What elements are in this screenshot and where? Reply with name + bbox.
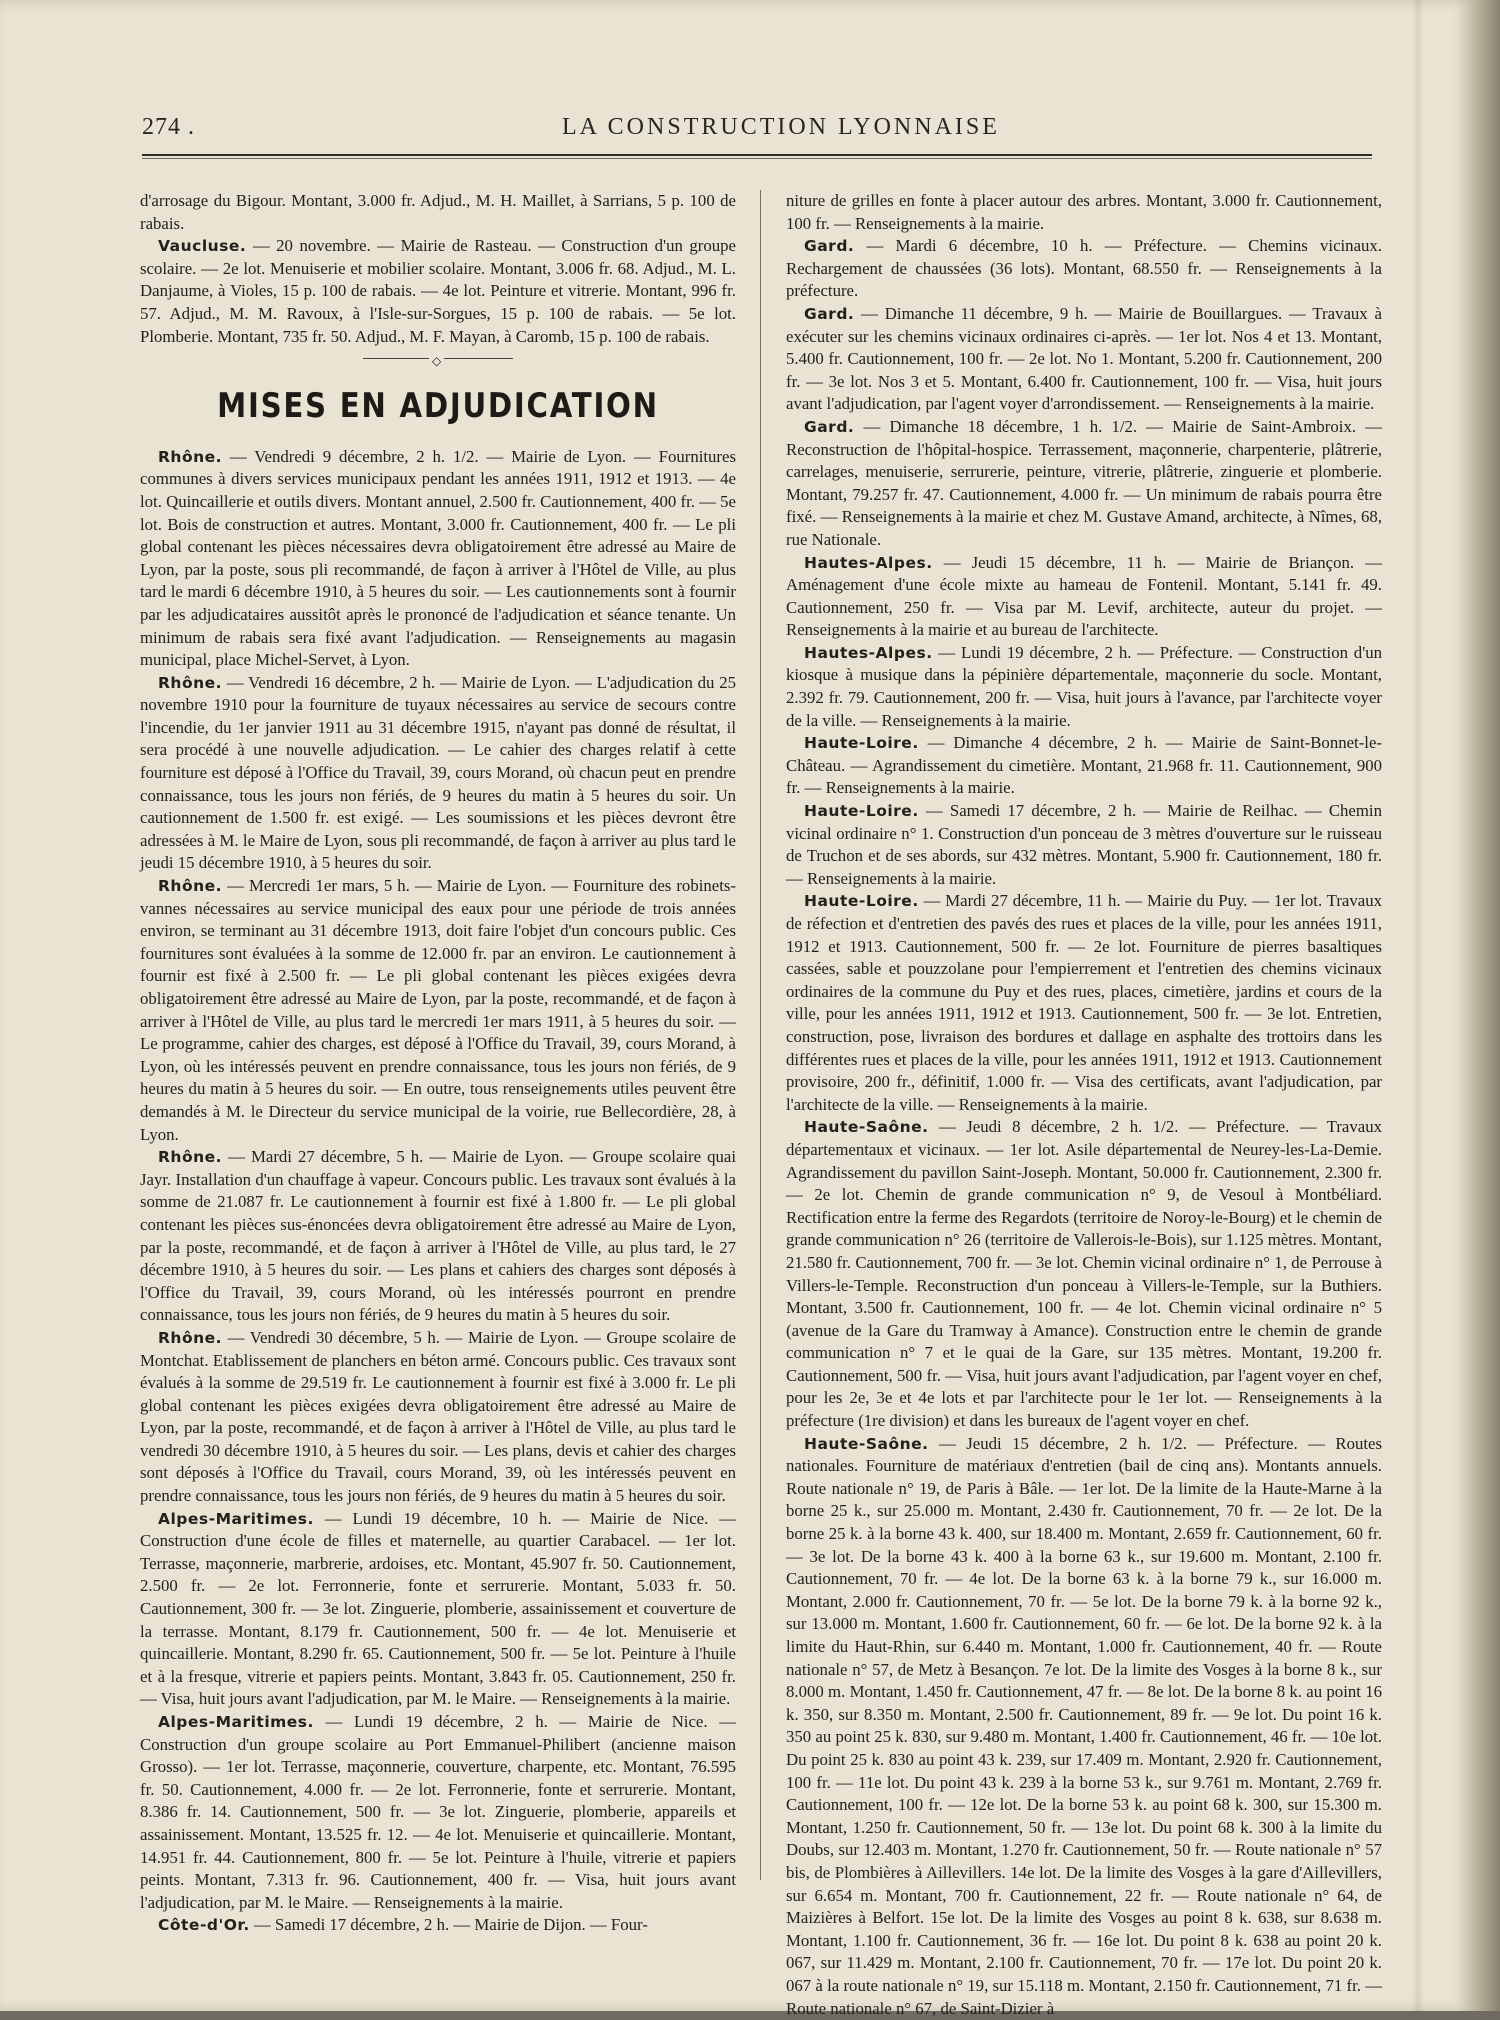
entry-heading: Rhône. xyxy=(158,1328,223,1347)
paragraph: Vaucluse. — 20 novembre. — Mairie de Rasteau. — Construction d'un groupe scolaire. — 2e lot. Menuiserie et mobilier scolaire. Montant, 3.006 fr. 68. Adjud., M. L. Danjaume, à Violes, 15 p. 100 de rabais. — 4e lot. Peinture et vitrerie. Montant, 996 fr. 57. Adjud., M. M. Ravoux, à l'Isle-sur-Sorgues, 15 p. 100 de rabais. — 5e lot. Plomberie. Montant, 735 fr. 50. Adjud., M. F. Mayan, à Caromb, 15 p. 100 de rabais. xyxy=(140,236,736,346)
entry-heading: Rhône. xyxy=(158,1148,223,1167)
paragraph: Alpes-Maritimes. — Lundi 19 décembre, 2 h. — Mairie de Nice. — Construction d'un groupe scolaire au Port Emmanuel-Philibert (ancienne maison Grosso). — 1er lot. Terrasse, maçonnerie, couverture, charpente, etc. Montant, 76.595 fr. 50. Cautionnement, 4.000 fr. — 2e lot. Ferronnerie, fonte et serrurerie. Montant, 8.386 fr. 14. Cautionnement, 500 fr. — 3e lot. Zinguerie, plomberie, appareils et assainissement. Montant, 13.525 fr. 12. — 4e lot. Menuiserie et quincaillerie. Montant, 14.951 fr. 44. Cautionnement, 800 fr. — 5e lot. Peinture à l'huile, vitrerie et papiers peints. Montant, 7.313 fr. 96. Cautionnement, 400 fr. — Visa, huit jours avant l'adjudication, par M. le Maire. — Renseignements à la mairie. xyxy=(140,1712,736,1912)
entry-heading: Alpes-Maritimes. xyxy=(158,1713,314,1731)
separator-rule: ◇ xyxy=(363,358,513,359)
paragraph: Haute-Saône. — Jeudi 8 décembre, 2 h. 1/2. — Préfecture. — Travaux départementaux et vicinaux. — 1er lot. Asile départemental de Neurey-les-La-Demie. Agrandissement du pavillon Saint-Joseph. Montant, 50.000 fr. Cautionnement, 2.300 fr. — 2e lot. Chemin de grande communication n° 9, de Vesoul à Montbéliard. Rectification entre la ferme des Regardots (territoire de Noroy-le-Bourg) et le chemin de grande communication n° 26 (territoire de Vallerois-le-Bois), sur 1.125 mètres. Montant, 21.580 fr. Cautionnement, 700 fr. — 3e lot. Chemin vicinal ordinaire n° 1, de Perrouse à Villers-le-Temple. Reconstruction d'un ponceau à Villers-le-Temple, sur la Buthiers. Montant, 3.500 fr. Cautionnement, 100 fr. — 4e lot. Chemin vicinal ordinaire n° 5 (avenue de la Gare du Tramway à Amance). Construction entre le chemin de grande communication n° 7 et le quai de la Gare, sur 135 mètres. Montant, 19.200 fr. Cautionnement, 500 fr. — Visa, huit jours avant l'adjudication, par l'agent voyer en chef, pour les 2e, 3e et 4e lots et par l'architecte pour le 1er lot. — Renseignements à la préfecture (1re division) et dans les bureaux de l'agent voyer en chef. xyxy=(786,1117,1382,1431)
left-column xyxy=(140,190,736,1990)
paragraph: Rhône. — Vendredi 30 décembre, 5 h. — Mairie de Lyon. — Groupe scolaire de Montchat. Etablissement de planchers en béton armé. Concours public. Ces travaux sont évalués à la somme de 29.519 fr. Le cautionnement à fournir est fixé à 3.000 fr. Le pli global contenant les pièces exigées devra obligatoirement être adressé au Maire de Lyon, par la poste, recommandé, et de façon à arriver à l'Hôtel de Ville, au plus tard le vendredi 30 décembre 1910, à 5 heures du soir. — Les plans, devis et cahier des charges sont déposés à l'Office du Travail, cours Morand, 39, où les intéressés peuvent en prendre connaissance, tous les jours non fériés, de 9 heures du matin à 5 heures du soir. xyxy=(140,1327,736,1506)
paragraph: Haute-Loire. — Dimanche 4 décembre, 2 h. — Mairie de Saint-Bonnet-le-Château. — Agrandissement du cimetière. Montant, 21.968 fr. 11. Cautionnement, 900 fr. — Renseignements à la mairie. xyxy=(786,733,1382,798)
entry-heading: Rhône. xyxy=(158,447,223,466)
paragraph: Haute-Saône. — Jeudi 15 décembre, 2 h. 1/2. — Préfecture. — Routes nationales. Fourniture de matériaux d'entretien (bail de cinq ans). Montants annuels. Route nationale n° 19, de Paris à Bâle. — 1er lot. De la limite de la Haute-Marne à la borne 25 k., sur 25.000 m. Montant, 2.430 fr. Cautionnement, 70 fr. — 2e lot. De la borne 25 k. à la borne 43 k. 400, sur 18.400 m. Montant, 2.659 fr. Cautionnement, 60 fr. — 3e lot. De la borne 43 k. 400 à la borne 63 k., sur 19.600 m. Montant, 2.100 fr. Cautionnement, 70 fr. — 4e lot. De la borne 63 k. à la borne 79 k., sur 16.000 m. Montant, 2.000 fr. Cautionnement, 70 fr. — 5e lot. De la borne 79 k. à la borne 92 k., sur 13.000 m. Montant, 1.600 fr. Cautionnement, 60 fr. — 6e lot. De la borne 92 k. à la limite du Haut-Rhin, sur 6.440 m. Montant, 1.000 fr. Cautionnement, 40 fr. — Route nationale n° 57, de Metz à Besançon. 7e lot. De la limite des Vosges à la borne 8 k., sur 8.000 m. Montant, 1.450 fr. Cautionnement, 47 fr. — 8e lot. De la borne 8 k. au point 16 k. 350, sur 8.350 m. Montant, 2.500 fr. Cautionnement, 89 fr. — 9e lot. Du point 16 k. 350 au point 25 k. 830, sur 9.480 m. Montant, 1.400 fr. Cautionnement, 46 fr. — 10e lot. Du point 25 k. 830 au point 43 k. 239, sur 17.409 m. Montant, 2.920 fr. Cautionnement, 100 fr. — 11e lot. Du point 43 k. 239 à la borne 53 k., sur 9.761 m. Montant, 2.769 fr. Cautionnement, 100 fr. — 12e lot. De la borne 53 k. au point 68 k. 300, sur 15.300 m. Montant, 1.250 fr. Cautionnement, 50 fr. — 13e lot. Du point 68 k. 300 à la limite du Doubs, sur 12.403 m. Montant, 1.270 fr. Cautionnement, 50 fr. — Route nationale n° 57 bis, de Plombières à Aillevillers. 14e lot. De la limite des Vosges à la gare d'Aillevillers, sur 6.654 m. Montant, 700 fr. Cautionnement, 22 fr. — Route nationale n° 64, de Maizières à Belfort. 15e lot. De la limite des Vosges au point 8 k. 638, sur 8.638 m. Montant, 1.100 fr. Cautionnement, 36 fr. — 16e lot. Du point 8 k. 638 au point 20 k. 067, sur 11.429 m. Montant, 2.100 fr. Cautionnement, 70 fr. — 17e lot. Du point 20 k. 067 à la route nationale n° 19, sur 15.118 m. Montant, 2.150 fr. Cautionnement, 71 fr. — Route nationale n° 67, de Saint-Dizier à xyxy=(786,1433,1382,2018)
entry-heading: Gard. xyxy=(804,304,855,323)
header-rule-thin xyxy=(142,158,1372,159)
page-fold-shadow xyxy=(1412,0,1424,2011)
paragraph: Rhône. — Vendredi 16 décembre, 2 h. — Mairie de Lyon. — L'adjudication du 25 novembre 1910 pour la fourniture de tuyaux nécessaires au service de secours contre l'incendie, du 1er janvier 1911 au 31 décembre 1915, n'ayant pas donné de résultat, il sera procédé à une nouvelle adjudication. — Le cahier des charges relatif à cette fourniture est déposé à l'Office du Travail, 39, cours Morand, où chacun peut en prendre connaissance, tous les jours non fériés, de 9 heures du matin à 5 heures du soir. Un cautionnement de 1.500 fr. est exigé. — Les soumissions et les pièces devront être adressées à M. le Maire de Lyon, sous pli recommandé, de façon à arriver au plus tard le jeudi 15 décembre 1910, à 5 heures du soir. xyxy=(140,672,736,873)
entry-heading: Gard. xyxy=(804,237,855,256)
entry-heading: Hautes-Alpes. xyxy=(804,553,933,572)
entry-heading: Rhône. xyxy=(158,877,223,896)
paragraph: Gard. — Dimanche 18 décembre, 1 h. 1/2. — Mairie de Saint-Ambroix. — Reconstruction de l'hôpital-hospice. Terrassement, maçonnerie, charpenterie, plâtrerie, carrelages, menuiserie, serrurerie, peinture, vitrerie, plâtrerie, zinguerie et plomberie. Montant, 79.257 fr. 47. Cautionnement, 4.000 fr. — Un minimum de rabais pourra être fixé. — Renseignements à la mairie et chez M. Gustave Amand, architecte, à Nîmes, 68, rue Nationale. xyxy=(786,416,1382,549)
paragraph: niture de grilles en fonte à placer autour des arbres. Montant, 3.000 fr. Cautionnement, 100 fr. — Renseignements à la mairie. xyxy=(786,191,1382,233)
paragraph: Alpes-Maritimes. — Lundi 19 décembre, 10 h. — Mairie de Nice. — Construction d'une école de filles et maternelle, au quartier Carabacel. — 1er lot. Terrasse, maçonnerie, marbrerie, ardoises, etc. Montant, 45.907 fr. 50. Cautionnement, 2.500 fr. — 2e lot. Ferronnerie, fonte et serrurerie. Montant, 5.033 fr. 50. Cautionnement, 300 fr. — 3e lot. Zinguerie, plomberie, assainissement et couverture de la terrasse. Montant, 8.179 fr. Cautionnement, 500 fr. — 4e lot. Menuiserie et quincaillerie. Montant, 8.290 fr. 65. Cautionnement, 500 fr. — 5e lot. Peinture à l'huile et à la fresque, vitrerie et papiers peints. Montant, 3.843 fr. 05. Cautionnement, 250 fr. — Visa, huit jours avant l'adjudication, par M. le Maire. — Renseignements à la mairie. xyxy=(140,1508,736,1709)
entry-heading: Haute-Loire. xyxy=(804,802,919,821)
running-title: LA CONSTRUCTION LYONNAISE xyxy=(562,114,1000,140)
entry-heading: Haute-Saône. xyxy=(804,1434,929,1453)
entry-heading: Alpes-Maritimes. xyxy=(158,1509,314,1528)
paragraph: Hautes-Alpes. — Lundi 19 décembre, 2 h. — Préfecture. — Construction d'un kiosque à musique dans la pépinière départementale, maçonnerie du socle. Montant, 2.392 fr. 79. Cautionnement, 200 fr. — Visa, huit jours à l'avance, par l'architecte voyer de la ville. — Renseignements à la mairie. xyxy=(786,642,1382,730)
right-column xyxy=(786,190,1382,2018)
paragraph: Rhône. — Vendredi 9 décembre, 2 h. 1/2. — Mairie de Lyon. — Fournitures communes à divers services municipaux pendant les années 1911, 1912 et 1913. — 4e lot. Quincaillerie et outils divers. Montant annuel, 2.500 fr. Cautionnement, 400 fr. — 5e lot. Bois de construction et autres. Montant, 3.000 fr. Cautionnement, 400 fr. — Le pli global contenant les pièces nécessaires devra obligatoirement être adressé au Maire de Lyon, par la poste, sous pli recommandé, de façon à arriver à l'Hôtel de Ville, au plus tard le mardi 6 décembre 1910, à 5 heures du soir. — Les cautionnements sont à fournir par les adjudicataires aussitôt après le prononcé de l'adjudication et séance tenante. Un minimum de rabais sera fixé avant l'adjudication. — Renseignements au magasin municipal, place Michel-Servet, à Lyon. xyxy=(140,446,736,670)
header-rule xyxy=(142,154,1372,156)
section-title: MISES EN ADJUDICATION xyxy=(217,386,659,427)
paragraph: d'arrosage du Bigour. Montant, 3.000 fr. Adjud., M. H. Maillet, à Sarrians, 5 p. 100 de rabais. xyxy=(140,191,736,233)
entry-heading: Côte-d'Or. xyxy=(158,1916,250,1935)
paragraph: Haute-Loire. — Mardi 27 décembre, 11 h. — Mairie du Puy. — 1er lot. Travaux de réfection et d'entretien des pavés des rues et places de la ville, pour les années 1911, 1912 et 1913. Cautionnement, 500 fr. — 2e lot. Fourniture de pierres basaltiques cassées, sable et pouzzolane pour l'empierrement et l'entretien des chemins vicinaux ordinaires de la commune du Puy et des rues, places, cimetière, jardins et cours de la ville, pour les années 1911, 1912 et 1913. Cautionnement, 500 fr. — 3e lot. Entretien, construction, pose, livraison des bordures et dallage en asphalte des trottoirs dans les différentes rues et places de la ville, pour les années 1911, 1912 et 1913. Cautionnement provisoire, 200 fr., définitif, 1.000 fr. — Visa des certificats, avant l'adjudication, par l'architecte de la ville. — Renseignements à la mairie. xyxy=(786,891,1382,1114)
entry-heading: Haute-Saône. xyxy=(804,1118,929,1137)
column-divider xyxy=(760,190,761,1880)
entry-heading: Haute-Loire. xyxy=(804,734,919,753)
entry-heading: Rhône. xyxy=(158,673,223,692)
entry-heading: Hautes-Alpes. xyxy=(804,643,933,662)
page-header xyxy=(142,110,1372,144)
paragraph: Gard. — Mardi 6 décembre, 10 h. — Préfecture. — Chemins vicinaux. Rechargement de chaussées (36 lots). Montant, 68.550 fr. — Renseignements à la préfecture. xyxy=(786,236,1382,301)
paragraph: Rhône. — Mercredi 1er mars, 5 h. — Mairie de Lyon. — Fourniture des robinets-vannes nécessaires au service municipal des eaux pour une période de trois années environ, se terminant au 31 décembre 1913, doit faire l'objet d'un concours public. Ces fournitures sont évaluées à la somme de 12.000 fr. par an environ. Le cautionnement à fournir est fixé à 2.500 fr. — Le pli global contenant les pièces exigées devra obligatoirement être adressé au Maire de Lyon, par la poste, recommandé, et de façon à arriver à l'Hôtel de Ville, au plus tard le mercredi 1er mars 1911, à 5 heures du soir. — Le programme, cahier des charges, est déposé à l'Office du Travail, 39, cours Morand, à Lyon, où les intéressés peuvent en prendre connaissance, tous les jours non fériés, de 9 heures du matin à 5 heures du soir. — En outre, tous renseignements utiles peuvent être demandés à M. le Directeur du service municipal de la voirie, rue Bellecordière, 28, à Lyon. xyxy=(140,876,736,1144)
page-edge xyxy=(1470,0,1500,2011)
paragraph: Haute-Loire. — Samedi 17 décembre, 2 h. — Mairie de Reilhac. — Chemin vicinal ordinaire n° 1. Construction d'un ponceau de 3 mètres d'ouverture sur le ruisseau de Truchon et de ses abords, sur 432 mètres. Montant, 5.900 fr. Cautionnement, 180 fr. — Renseignements à la mairie. xyxy=(786,801,1382,888)
paragraph: Côte-d'Or. — Samedi 17 décembre, 2 h. — Mairie de Dijon. — Four- xyxy=(158,1915,648,1935)
entry-heading: Gard. xyxy=(804,417,855,436)
paragraph: Rhône. — Mardi 27 décembre, 5 h. — Mairie de Lyon. — Groupe scolaire quai Jayr. Installation d'un chauffage à vapeur. Concours public. Les travaux sont évalués à la somme de 21.087 fr. Le cautionnement à fournir est fixé à 1.800 fr. — Le pli global contenant les pièces sus-énoncées devra obligatoirement être adressé au Maire de Lyon, par la poste, recommandé, et de façon à arriver à l'Hôtel de Ville, au plus tard, le 27 décembre 1910, à 5 heures du soir. — Les plans et cahiers des charges sont déposés à l'Office du Travail, 39, cours Morand, où les intéressés pourront en prendre connaissance, tous les jours non fériés, de 9 heures du matin à 5 heures du soir. xyxy=(140,1147,736,1325)
entry-heading: Haute-Loire. xyxy=(804,892,919,911)
entry-heading: Vaucluse. xyxy=(158,237,247,256)
paragraph: Gard. — Dimanche 11 décembre, 9 h. — Mairie de Bouillargues. — Travaux à exécuter sur les chemins vicinaux ordinaires ci-après. — 1er lot. Nos 4 et 13. Montant, 5.400 fr. Cautionnement, 100 fr. — 2e lot. No 1. Montant, 5.200 fr. Cautionnement, 200 fr. — 3e lot. Nos 3 et 5. Montant, 6.400 fr. Cautionnement, 100 fr. — Visa, huit jours avant l'adjudication, par l'agent voyer d'arrondissement. — Renseignements à la mairie. xyxy=(786,303,1382,414)
paragraph: Hautes-Alpes. — Jeudi 15 décembre, 11 h. — Mairie de Briançon. — Aménagement d'une école mixte au hameau de Fontenil. Montant, 5.141 fr. 49. Cautionnement, 250 fr. — Visa par M. Levif, architecte, auteur du projet. — Renseignements à la mairie et au bureau de l'architecte. xyxy=(786,552,1382,640)
page-number: 274 . xyxy=(142,114,195,140)
